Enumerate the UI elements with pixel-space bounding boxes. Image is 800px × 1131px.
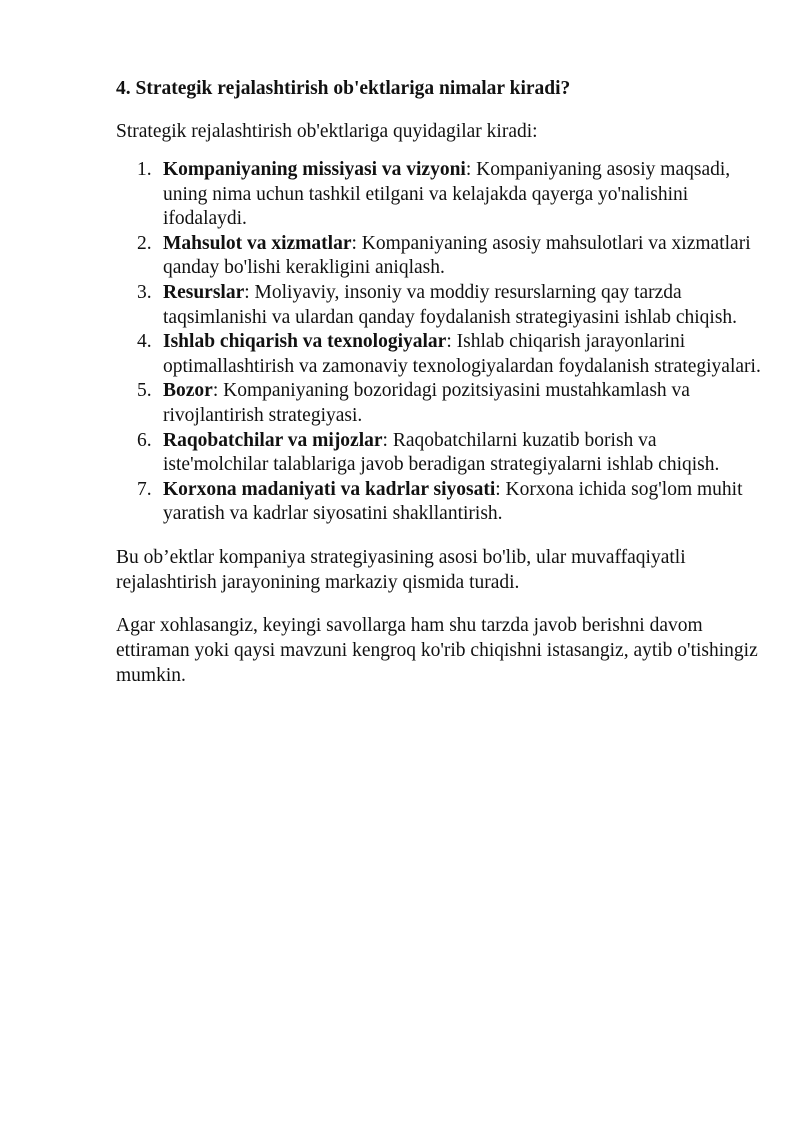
list-item (116, 158, 766, 232)
list-item (116, 429, 766, 478)
list-item-term: Raqobatchilar va mijozlar (163, 429, 383, 451)
list-item-description: : Kompaniyaning asosiy maqsadi, uning nima uchun tashkil etilgani va kelajakda qayerga yo'nalishini ifodalaydi. (163, 159, 731, 230)
list-item-number: 4. (137, 331, 152, 353)
list-item (116, 379, 766, 428)
list-item (116, 330, 766, 379)
objects-list (116, 158, 766, 527)
question-heading: 4. Strategik rejalashtirish ob'ektlariga nimalar kiradi? (116, 78, 571, 99)
list-item-description: : Ishlab chiqarish jarayonlarini optimallashtirish va zamonaviy texnologiyalardan foydalanish strategiyalari. (163, 331, 761, 377)
list-item-number: 6. (137, 429, 152, 451)
list-item-term: Ishlab chiqarish va texnologiyalar (163, 331, 447, 353)
intro-paragraph: Strategik rejalashtirish ob'ektlariga quyidagilar kiradi: (116, 121, 538, 142)
conclusion-paragraph: Bu ob’ektlar kompaniya strategiyasining asosi bo'lib, ular muvaffaqiyatli rejalashtirish jarayonining markaziy qismida turadi. (116, 546, 686, 593)
list-item-description: : Kompaniyaning bozoridagi pozitsiyasini mustahkamlash va rivojlantirish strategiyasi. (163, 380, 690, 426)
list-item-number: 7. (137, 478, 152, 500)
list-item-term: Kompaniyaning missiyasi va vizyoni (163, 159, 466, 180)
list-item-number: 2. (137, 232, 152, 254)
list-item-description: : Raqobatchilarni kuzatib borish va iste'molchilar talablariga javob beradigan strategiyalarni ishlab chiqish. (163, 429, 720, 476)
list-item-number: 3. (137, 281, 152, 303)
list-item-number: 5. (137, 380, 152, 402)
list-item (116, 478, 766, 527)
list-item-term: Mahsulot va xizmatlar (163, 232, 352, 254)
document-page (116, 76, 766, 706)
list-item-term: Korxona madaniyati va kadrlar siyosati (163, 478, 496, 500)
list-item-number: 1. (137, 159, 152, 180)
list-item-description: : Korxona ichida sog'lom muhit yaratish va kadrlar siyosatini shakllantirish. (163, 478, 743, 525)
list-item (116, 281, 766, 330)
list-item-description: : Kompaniyaning asosiy mahsulotlari va xizmatlari qanday bo'lishi kerakligini aniqlash. (163, 232, 751, 279)
list-item-term: Resurslar (163, 281, 245, 303)
list-item (116, 232, 766, 281)
list-item-description: : Moliyaviy, insoniy va moddiy resurslarning qay tarzda taqsimlanishi va ulardan qanday foydalanish strategiyasini ishlab chiqish. (163, 281, 738, 328)
list-item-term: Bozor (163, 380, 213, 402)
closing-paragraph: Agar xohlasangiz, keyingi savollarga ham shu tarzda javob berishni davom ettiraman yoki qaysi mavzuni kengroq ko'rib chiqishni istasangiz, aytib o'tishingiz mumkin. (116, 614, 758, 686)
